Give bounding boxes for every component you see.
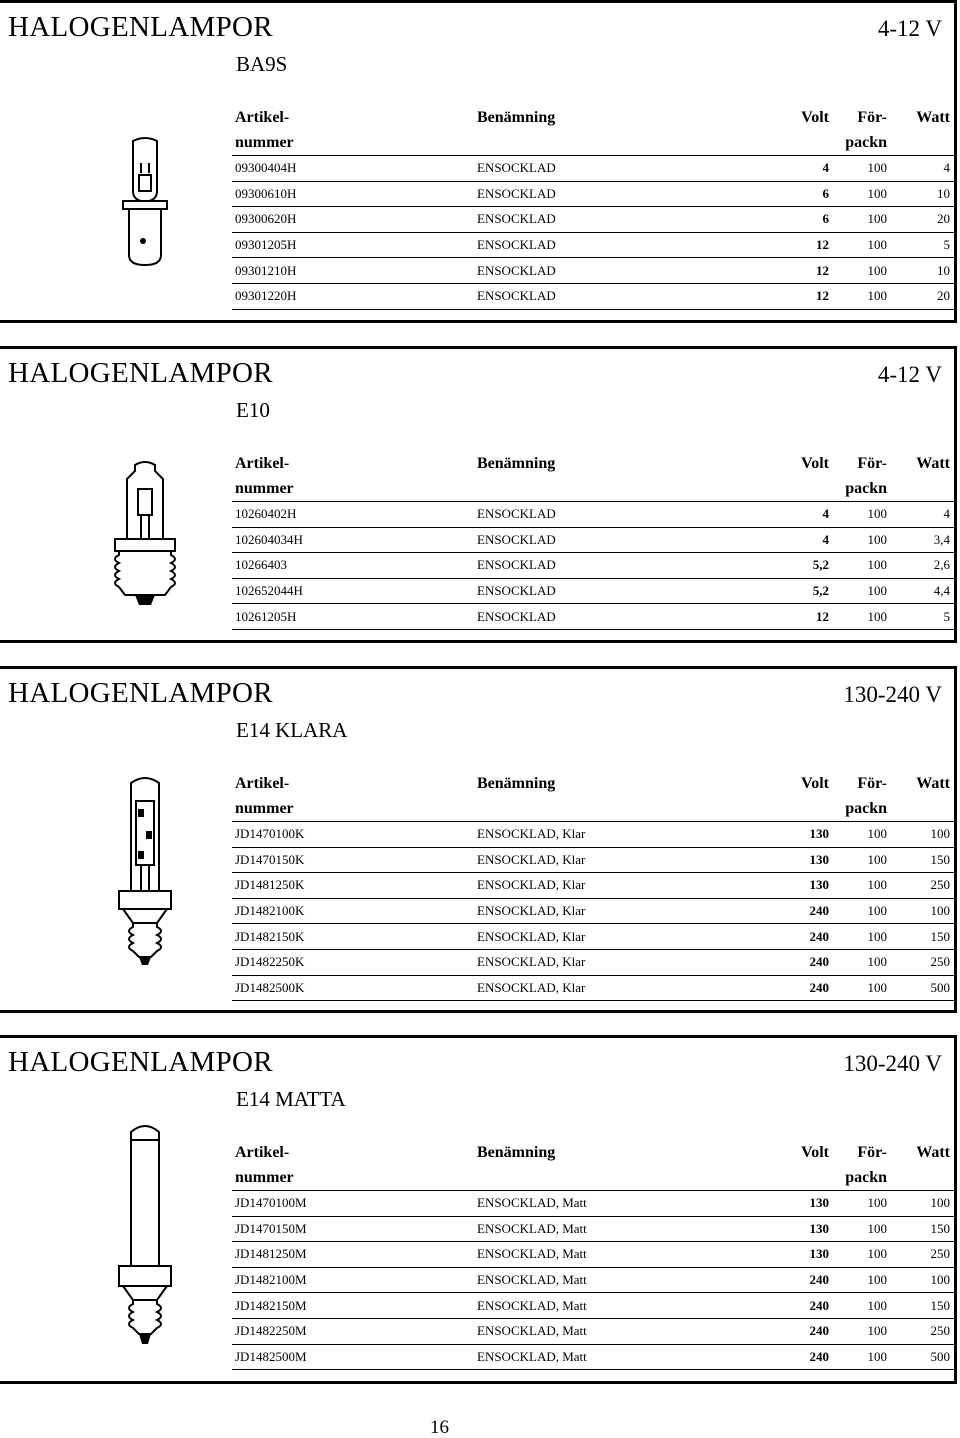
cell-watt: 4	[887, 156, 955, 182]
section-voltage: 130-240 V	[843, 1051, 942, 1076]
cell-volt: 130	[762, 873, 829, 899]
cell-artikel: 09300404H	[232, 156, 477, 182]
cell-artikel: JD1482250M	[232, 1318, 477, 1344]
table-row	[232, 1344, 955, 1370]
cell-volt: 12	[762, 232, 829, 258]
header-blank	[477, 476, 762, 502]
ba9s-bulb-icon	[105, 133, 185, 273]
cell-volt: 240	[762, 898, 829, 924]
header-for: För-	[857, 1143, 887, 1161]
cell-forpackning: 100	[829, 847, 887, 873]
table-row	[232, 283, 955, 309]
cell-volt: 5,2	[762, 553, 829, 579]
header-packn: packn	[829, 1165, 887, 1191]
table-row	[232, 232, 955, 258]
cell-volt: 240	[762, 1293, 829, 1319]
cell-watt: 10	[887, 181, 955, 207]
table-row	[232, 207, 955, 233]
cell-watt: 500	[887, 975, 955, 1001]
cell-watt: 500	[887, 1344, 955, 1370]
header-artikel: Artikel-	[235, 774, 290, 792]
table-row	[232, 553, 955, 579]
cell-volt: 130	[762, 847, 829, 873]
cell-artikel: 09301210H	[232, 258, 477, 284]
section-e14-klara	[0, 666, 957, 1013]
cell-artikel: 09301205H	[232, 232, 477, 258]
cell-benamning: ENSOCKLAD, Matt	[477, 1318, 762, 1344]
cell-artikel: JD1470150M	[232, 1216, 477, 1242]
cell-watt: 10	[887, 258, 955, 284]
header-blank	[887, 130, 955, 156]
cell-watt: 150	[887, 847, 955, 873]
cell-volt: 4	[762, 502, 829, 528]
cell-artikel: JD1482500K	[232, 975, 477, 1001]
header-blank	[477, 796, 762, 822]
cell-watt: 250	[887, 873, 955, 899]
cell-benamning: ENSOCKLAD, Klar	[477, 949, 762, 975]
cell-benamning: ENSOCKLAD, Klar	[477, 924, 762, 950]
cell-benamning: ENSOCKLAD	[477, 232, 762, 258]
header-packn: packn	[829, 130, 887, 156]
cell-volt: 130	[762, 1242, 829, 1268]
cell-artikel: JD1482100M	[232, 1267, 477, 1293]
header-blank	[887, 476, 955, 502]
table-row	[232, 1191, 955, 1217]
cell-volt: 130	[762, 1216, 829, 1242]
cell-benamning: ENSOCKLAD	[477, 553, 762, 579]
header-packn: packn	[829, 476, 887, 502]
header-blank	[477, 1165, 762, 1191]
cell-watt: 5	[887, 232, 955, 258]
cell-forpackning: 100	[829, 604, 887, 630]
table-row	[232, 258, 955, 284]
cell-volt: 4	[762, 527, 829, 553]
header-artikel: Artikel-	[235, 1143, 290, 1161]
header-benamning: Benämning	[477, 108, 556, 126]
header-watt: Watt	[916, 774, 950, 792]
cell-volt: 130	[762, 822, 829, 848]
cell-artikel: 10266403	[232, 553, 477, 579]
table-row	[232, 1216, 955, 1242]
table-row	[232, 1318, 955, 1344]
page-number: 16	[430, 1417, 449, 1438]
cell-forpackning: 100	[829, 873, 887, 899]
cell-artikel: 102604034H	[232, 527, 477, 553]
cell-watt: 4	[887, 502, 955, 528]
table-row	[232, 1267, 955, 1293]
cell-forpackning: 100	[829, 502, 887, 528]
cell-forpackning: 100	[829, 283, 887, 309]
product-table	[232, 771, 955, 1001]
table-row	[232, 604, 955, 630]
cell-volt: 12	[762, 283, 829, 309]
cell-benamning: ENSOCKLAD, Matt	[477, 1293, 762, 1319]
header-nummer: nummer	[232, 476, 477, 502]
table-row	[232, 847, 955, 873]
header-artikel: Artikel-	[235, 454, 290, 472]
cell-benamning: ENSOCKLAD, Matt	[477, 1267, 762, 1293]
cell-watt: 5	[887, 604, 955, 630]
cell-benamning: ENSOCKLAD, Klar	[477, 898, 762, 924]
e14-matte-bulb-icon	[105, 1120, 185, 1352]
product-table	[232, 105, 955, 310]
cell-forpackning: 100	[829, 1293, 887, 1319]
header-volt: Volt	[801, 108, 829, 126]
cell-benamning: ENSOCKLAD	[477, 156, 762, 182]
section-subtitle: BA9S	[236, 52, 288, 76]
cell-benamning: ENSOCKLAD	[477, 258, 762, 284]
cell-artikel: 102652044H	[232, 578, 477, 604]
header-nummer: nummer	[232, 130, 477, 156]
section-e14-matta	[0, 1035, 957, 1384]
cell-volt: 240	[762, 1318, 829, 1344]
header-for: För-	[857, 108, 887, 126]
section-subtitle: E14 MATTA	[236, 1087, 346, 1111]
cell-volt: 240	[762, 975, 829, 1001]
cell-benamning: ENSOCKLAD	[477, 181, 762, 207]
cell-benamning: ENSOCKLAD	[477, 283, 762, 309]
header-artikel: Artikel-	[235, 108, 290, 126]
section-voltage: 4-12 V	[877, 362, 942, 387]
table-row	[232, 527, 955, 553]
header-blank	[762, 130, 829, 156]
table-row	[232, 156, 955, 182]
cell-forpackning: 100	[829, 1216, 887, 1242]
cell-forpackning: 100	[829, 924, 887, 950]
table-row	[232, 924, 955, 950]
header-packn: packn	[829, 796, 887, 822]
cell-artikel: JD1482500M	[232, 1344, 477, 1370]
section-voltage: 4-12 V	[877, 16, 942, 41]
cell-forpackning: 100	[829, 156, 887, 182]
header-nummer: nummer	[232, 1165, 477, 1191]
cell-forpackning: 100	[829, 258, 887, 284]
cell-forpackning: 100	[829, 949, 887, 975]
header-blank	[887, 796, 955, 822]
table-row	[232, 1242, 955, 1268]
table-row	[232, 873, 955, 899]
header-benamning: Benämning	[477, 774, 556, 792]
table-row	[232, 1293, 955, 1319]
header-for: För-	[857, 774, 887, 792]
cell-benamning: ENSOCKLAD, Matt	[477, 1344, 762, 1370]
header-blank	[762, 796, 829, 822]
cell-benamning: ENSOCKLAD	[477, 527, 762, 553]
header-volt: Volt	[801, 454, 829, 472]
cell-watt: 250	[887, 949, 955, 975]
header-blank	[762, 476, 829, 502]
cell-watt: 4,4	[887, 578, 955, 604]
table-row	[232, 502, 955, 528]
section-subtitle: E14 KLARA	[236, 718, 348, 742]
header-for: För-	[857, 454, 887, 472]
cell-watt: 20	[887, 207, 955, 233]
header-volt: Volt	[801, 1143, 829, 1161]
cell-artikel: 09300610H	[232, 181, 477, 207]
cell-forpackning: 100	[829, 1242, 887, 1268]
header-benamning: Benämning	[477, 454, 556, 472]
section-title: HALOGENLAMPOR	[8, 1046, 273, 1078]
cell-benamning: ENSOCKLAD, Klar	[477, 975, 762, 1001]
cell-artikel: 10260402H	[232, 502, 477, 528]
cell-watt: 150	[887, 1293, 955, 1319]
cell-volt: 12	[762, 604, 829, 630]
header-watt: Watt	[916, 454, 950, 472]
product-table	[232, 1140, 955, 1370]
cell-benamning: ENSOCKLAD, Klar	[477, 847, 762, 873]
cell-watt: 20	[887, 283, 955, 309]
cell-benamning: ENSOCKLAD	[477, 604, 762, 630]
cell-volt: 240	[762, 949, 829, 975]
cell-benamning: ENSOCKLAD	[477, 578, 762, 604]
section-title: HALOGENLAMPOR	[8, 677, 273, 709]
cell-benamning: ENSOCKLAD	[477, 207, 762, 233]
cell-forpackning: 100	[829, 898, 887, 924]
cell-artikel: JD1482250K	[232, 949, 477, 975]
section-title: HALOGENLAMPOR	[8, 11, 273, 43]
section-e10	[0, 346, 957, 643]
table-row	[232, 181, 955, 207]
cell-artikel: JD1470100K	[232, 822, 477, 848]
header-blank	[477, 130, 762, 156]
cell-volt: 4	[762, 156, 829, 182]
cell-artikel: 10261205H	[232, 604, 477, 630]
cell-volt: 6	[762, 207, 829, 233]
header-benamning: Benämning	[477, 1143, 556, 1161]
e14-clear-bulb-icon	[105, 773, 185, 969]
cell-artikel: JD1482150K	[232, 924, 477, 950]
cell-forpackning: 100	[829, 1267, 887, 1293]
cell-watt: 100	[887, 1191, 955, 1217]
cell-artikel: JD1482150M	[232, 1293, 477, 1319]
table-row	[232, 822, 955, 848]
cell-watt: 100	[887, 822, 955, 848]
cell-benamning: ENSOCKLAD	[477, 502, 762, 528]
header-watt: Watt	[916, 108, 950, 126]
section-ba9s	[0, 0, 957, 323]
cell-volt: 240	[762, 1344, 829, 1370]
cell-forpackning: 100	[829, 578, 887, 604]
cell-forpackning: 100	[829, 1191, 887, 1217]
table-row	[232, 975, 955, 1001]
table-row	[232, 578, 955, 604]
cell-benamning: ENSOCKLAD, Matt	[477, 1216, 762, 1242]
section-voltage: 130-240 V	[843, 682, 942, 707]
cell-watt: 150	[887, 1216, 955, 1242]
table-row	[232, 949, 955, 975]
cell-benamning: ENSOCKLAD, Klar	[477, 873, 762, 899]
cell-watt: 2,6	[887, 553, 955, 579]
product-table	[232, 451, 955, 630]
cell-volt: 6	[762, 181, 829, 207]
cell-forpackning: 100	[829, 181, 887, 207]
cell-forpackning: 100	[829, 527, 887, 553]
header-watt: Watt	[916, 1143, 950, 1161]
table-row	[232, 898, 955, 924]
cell-forpackning: 100	[829, 822, 887, 848]
cell-forpackning: 100	[829, 232, 887, 258]
cell-artikel: JD1481250M	[232, 1242, 477, 1268]
cell-artikel: JD1481250K	[232, 873, 477, 899]
cell-watt: 250	[887, 1242, 955, 1268]
cell-volt: 5,2	[762, 578, 829, 604]
cell-artikel: JD1470150K	[232, 847, 477, 873]
cell-artikel: JD1482100K	[232, 898, 477, 924]
cell-volt: 240	[762, 924, 829, 950]
cell-volt: 130	[762, 1191, 829, 1217]
section-subtitle: E10	[236, 398, 270, 422]
header-volt: Volt	[801, 774, 829, 792]
e10-bulb-icon	[105, 459, 185, 609]
cell-watt: 250	[887, 1318, 955, 1344]
cell-artikel: JD1470100M	[232, 1191, 477, 1217]
cell-volt: 12	[762, 258, 829, 284]
cell-watt: 100	[887, 1267, 955, 1293]
cell-benamning: ENSOCKLAD, Matt	[477, 1242, 762, 1268]
cell-artikel: 09300620H	[232, 207, 477, 233]
cell-watt: 3,4	[887, 527, 955, 553]
header-nummer: nummer	[232, 796, 477, 822]
cell-forpackning: 100	[829, 975, 887, 1001]
cell-watt: 100	[887, 898, 955, 924]
cell-forpackning: 100	[829, 207, 887, 233]
section-title: HALOGENLAMPOR	[8, 357, 273, 389]
cell-benamning: ENSOCKLAD, Matt	[477, 1191, 762, 1217]
header-blank	[887, 1165, 955, 1191]
header-blank	[762, 1165, 829, 1191]
cell-artikel: 09301220H	[232, 283, 477, 309]
cell-watt: 150	[887, 924, 955, 950]
cell-benamning: ENSOCKLAD, Klar	[477, 822, 762, 848]
cell-volt: 240	[762, 1267, 829, 1293]
cell-forpackning: 100	[829, 1344, 887, 1370]
cell-forpackning: 100	[829, 553, 887, 579]
cell-forpackning: 100	[829, 1318, 887, 1344]
